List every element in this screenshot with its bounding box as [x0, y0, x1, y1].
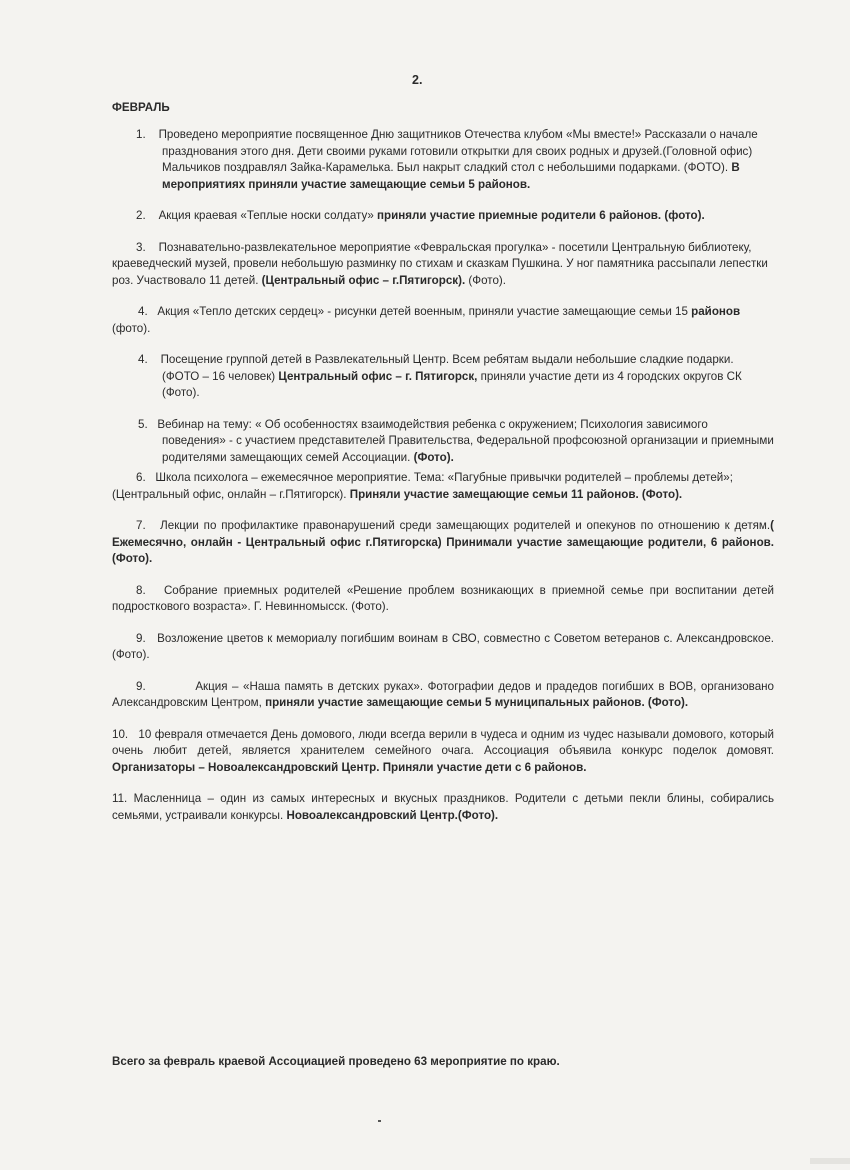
scan-edge [810, 1158, 850, 1164]
list-item: 6. Школа психолога – ежемесячное мероприятие. Тема: «Пагубные привычки родителей – проблемы детей»; (Центральный офис, онлайн – г.Пятигорск). Приняли участие замещающие семьи 11 районов. (Фото). [112, 471, 733, 501]
list-item: 11. Масленница – один из самых интересных и вкусных праздников. Родители с детьми пекли блины, собирались семьями, устраивали конкурсы. Новоалександровский Центр.(Фото). [112, 792, 774, 822]
scan-speck [378, 1120, 381, 1122]
event-list [112, 127, 774, 824]
section-heading: ФЕВРАЛЬ [112, 101, 170, 114]
list-item: 9. Возложение цветов к мемориалу погибшим воинам в СВО, совместно с Советом ветеранов с. Александровское. (Фото). [112, 631, 774, 661]
list-item: 1. Проведено мероприятие посвященное Дню защитников Отечества клубом «Мы вместе!» Рассказали о начале празднования этого дня. Дети своими руками готовили открытки для своих родных и друзей.(Головной офис) Мальчиков поздравлял Зайка-Карамелька. Был накрыт сладкий стол с небольшими подарками. (ФОТО). В мероприятиях приняли участие замещающие семьи 5 районов. [136, 128, 758, 191]
summary-line: Всего за февраль краевой Ассоциацией проведено 63 мероприятие по краю. [112, 1055, 560, 1068]
list-item: 4. Посещение группой детей в Развлекательный Центр. Всем ребятам выдали небольшие сладкие подарки. (ФОТО – 16 человек) Центральный офис – г. Пятигорск, приняли участие дети из 4 городских округов СК (Фото). [138, 353, 742, 399]
list-item: 8. Собрание приемных родителей «Решение проблем возникающих в приемной семье при воспитании детей подросткового возраста». Г. Невинномысск. (Фото). [112, 583, 774, 613]
list-item: 10. 10 февраля отмечается День домового, люди всегда верили в чудеса и одним из чудес называли домового, который очень любит детей, является хранителем семейного очага. Ассоциация объявила конкурс поделок домовят. Организаторы – Новоалександровский Центр. Приняли участие дети с 6 районов. [112, 727, 774, 774]
list-item: 2. Акция краевая «Теплые носки солдату» приняли участие приемные родители 6 районов. (фото). [136, 209, 705, 222]
list-item: 9. Акция – «Наша память в детских руках». Фотографии дедов и прадедов погибших в ВОВ, организовано Александровским Центром, приняли участие замещающие семьи 5 муниципальных районов. (Фото). [112, 679, 775, 709]
list-item: 5. Вебинар на тему: « Об особенностях взаимодействия ребенка с окружением; Психология зависимого поведения» - с участием представителей Правительства, Федеральной профсоюзной организации и приемными родителями замещающих семей Ассоциации. (Фото). [138, 417, 774, 464]
page-number: 2. [412, 73, 423, 87]
list-item: 3. Познавательно-развлекательное мероприятие «Февральская прогулка» - посетили Центральную библиотеку, краеведческий музей, провели небольшую разминку по стихам и сказкам Пушкина. У ног памятника рассыпали лепестки роз. Участвовало 11 детей. (Центральный офис – г.Пятигорск). (Фото). [112, 240, 768, 287]
list-item: 4. Акция «Тепло детских сердец» - рисунки детей военным, приняли участие замещающие семьи 15 районов (фото). [112, 305, 741, 335]
list-item: 7. Лекции по профилактике правонарушений среди замещающих родителей и опекунов по отношению к детям.( Ежемесячно, онлайн - Центральный офис г.Пятигорска) Принимали участие замещающие родители, 6 районов. (Фото). [112, 519, 774, 565]
